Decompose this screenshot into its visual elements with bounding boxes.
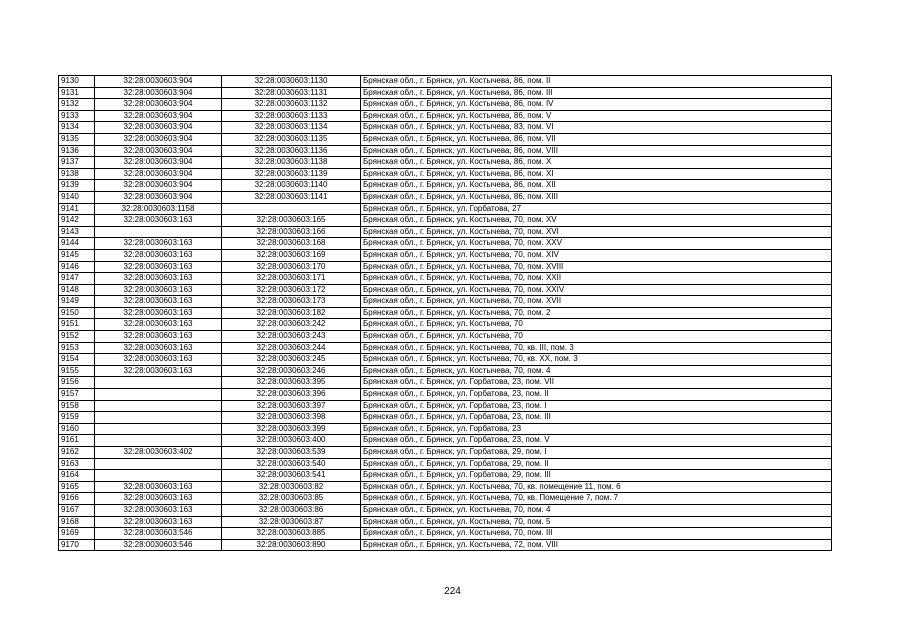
cadastral-number-cell: 32:28:0030603:399 — [222, 423, 361, 435]
parent-cadastral-number-cell: 32:28:0030603:1158 — [95, 203, 222, 215]
address-cell: Брянская обл., г. Брянск, ул. Костычева, 70, пом. XXV — [361, 238, 832, 250]
address-cell: Брянская обл., г. Брянск, ул. Горбатова, 29, пом. II — [361, 458, 832, 470]
cadastral-number-cell: 32:28:0030603:400 — [222, 435, 361, 447]
address-cell: Брянская обл., г. Брянск, ул. Костычева, 86, пом. XI — [361, 168, 832, 180]
row-number-cell: 9134 — [59, 122, 95, 134]
row-number-cell: 9169 — [59, 528, 95, 540]
parent-cadastral-number-cell: 32:28:0030603:904 — [95, 180, 222, 192]
parent-cadastral-number-cell — [95, 458, 222, 470]
address-cell: Брянская обл., г. Брянск, ул. Горбатова, 29, пом. III — [361, 470, 832, 482]
table-row — [59, 470, 832, 482]
parent-cadastral-number-cell: 32:28:0030603:904 — [95, 168, 222, 180]
parent-cadastral-number-cell: 32:28:0030603:163 — [95, 249, 222, 261]
table-row — [59, 516, 832, 528]
parent-cadastral-number-cell — [95, 470, 222, 482]
cadastral-number-cell: 32:28:0030603:539 — [222, 447, 361, 459]
table-row — [59, 458, 832, 470]
parent-cadastral-number-cell: 32:28:0030603:904 — [95, 145, 222, 157]
row-number-cell: 9160 — [59, 423, 95, 435]
row-number-cell: 9156 — [59, 377, 95, 389]
parent-cadastral-number-cell — [95, 377, 222, 389]
table-row — [59, 110, 832, 122]
cadastral-number-cell: 32:28:0030603:166 — [222, 226, 361, 238]
parent-cadastral-number-cell: 32:28:0030603:163 — [95, 319, 222, 331]
table-row — [59, 331, 832, 343]
table-row — [59, 365, 832, 377]
parent-cadastral-number-cell: 32:28:0030603:163 — [95, 284, 222, 296]
parent-cadastral-number-cell: 32:28:0030603:904 — [95, 133, 222, 145]
address-cell: Брянская обл., г. Брянск, ул. Костычева, 70, пом. XVII — [361, 296, 832, 308]
cadastral-number-cell: 32:28:0030603:541 — [222, 470, 361, 482]
table-row — [59, 504, 832, 516]
row-number-cell: 9153 — [59, 342, 95, 354]
table-row — [59, 261, 832, 273]
table-row — [59, 354, 832, 366]
row-number-cell: 9154 — [59, 354, 95, 366]
table-row — [59, 342, 832, 354]
row-number-cell: 9142 — [59, 215, 95, 227]
row-number-cell: 9141 — [59, 203, 95, 215]
table-row — [59, 133, 832, 145]
address-cell: Брянская обл., г. Брянск, ул. Костычева, 70, пом. III — [361, 528, 832, 540]
cadastral-number-cell: 32:28:0030603:85 — [222, 493, 361, 505]
address-cell: Брянская обл., г. Брянск, ул. Костычева, 70, пом. XIV — [361, 249, 832, 261]
cadastral-number-cell — [222, 203, 361, 215]
parent-cadastral-number-cell: 32:28:0030603:546 — [95, 539, 222, 551]
row-number-cell: 9155 — [59, 365, 95, 377]
table-row — [59, 76, 832, 88]
address-cell: Брянская обл., г. Брянск, ул. Горбатова, 23, пом. III — [361, 412, 832, 424]
table-row — [59, 215, 832, 227]
parent-cadastral-number-cell: 32:28:0030603:904 — [95, 157, 222, 169]
row-number-cell: 9168 — [59, 516, 95, 528]
row-number-cell: 9130 — [59, 76, 95, 88]
address-cell: Брянская обл., г. Брянск, ул. Костычева, 70, кв. XX, пом. 3 — [361, 354, 832, 366]
row-number-cell: 9147 — [59, 273, 95, 285]
parent-cadastral-number-cell: 32:28:0030603:904 — [95, 122, 222, 134]
parent-cadastral-number-cell — [95, 423, 222, 435]
table-row — [59, 99, 832, 111]
cadastral-number-cell: 32:28:0030603:182 — [222, 307, 361, 319]
table-row — [59, 168, 832, 180]
row-number-cell: 9136 — [59, 145, 95, 157]
address-cell: Брянская обл., г. Брянск, ул. Костычева, 83, пом. VI — [361, 122, 832, 134]
parent-cadastral-number-cell — [95, 226, 222, 238]
row-number-cell: 9140 — [59, 191, 95, 203]
cadastral-number-cell: 32:28:0030603:170 — [222, 261, 361, 273]
table-row — [59, 528, 832, 540]
table-row — [59, 400, 832, 412]
address-cell: Брянская обл., г. Брянск, ул. Костычева, 86, пом. IV — [361, 99, 832, 111]
row-number-cell: 9163 — [59, 458, 95, 470]
row-number-cell: 9148 — [59, 284, 95, 296]
cadastral-number-cell: 32:28:0030603:1141 — [222, 191, 361, 203]
table-row — [59, 238, 832, 250]
parent-cadastral-number-cell: 32:28:0030603:163 — [95, 365, 222, 377]
row-number-cell: 9144 — [59, 238, 95, 250]
address-cell: Брянская обл., г. Брянск, ул. Горбатова, 23, пом. V — [361, 435, 832, 447]
row-number-cell: 9158 — [59, 400, 95, 412]
table-row — [59, 377, 832, 389]
parent-cadastral-number-cell: 32:28:0030603:904 — [95, 191, 222, 203]
table-row — [59, 87, 832, 99]
row-number-cell: 9133 — [59, 110, 95, 122]
parent-cadastral-number-cell: 32:28:0030603:904 — [95, 99, 222, 111]
cadastral-number-cell: 32:28:0030603:885 — [222, 528, 361, 540]
row-number-cell: 9137 — [59, 157, 95, 169]
cadastral-number-cell: 32:28:0030603:245 — [222, 354, 361, 366]
row-number-cell: 9145 — [59, 249, 95, 261]
address-cell: Брянская обл., г. Брянск, ул. Костычева, 86, пом. V — [361, 110, 832, 122]
cadastral-number-cell: 32:28:0030603:395 — [222, 377, 361, 389]
registry-table — [58, 75, 832, 551]
cadastral-number-cell: 32:28:0030603:1136 — [222, 145, 361, 157]
address-cell: Брянская обл., г. Брянск, ул. Горбатова, 23 — [361, 423, 832, 435]
parent-cadastral-number-cell: 32:28:0030603:163 — [95, 481, 222, 493]
address-cell: Брянская обл., г. Брянск, ул. Горбатова, 23, пом. VII — [361, 377, 832, 389]
table-row — [59, 122, 832, 134]
cadastral-number-cell: 32:28:0030603:244 — [222, 342, 361, 354]
row-number-cell: 9166 — [59, 493, 95, 505]
table-row — [59, 226, 832, 238]
cadastral-number-cell: 32:28:0030603:87 — [222, 516, 361, 528]
table-row — [59, 307, 832, 319]
address-cell: Брянская обл., г. Брянск, ул. Костычева, 70, кв. Помещение 7, пом. 7 — [361, 493, 832, 505]
address-cell: Брянская обл., г. Брянск, ул. Костычева, 70, кв. III, пом. 3 — [361, 342, 832, 354]
address-cell: Брянская обл., г. Брянск, ул. Костычева, 70 — [361, 331, 832, 343]
table-row — [59, 191, 832, 203]
cadastral-number-cell: 32:28:0030603:1133 — [222, 110, 361, 122]
parent-cadastral-number-cell: 32:28:0030603:163 — [95, 493, 222, 505]
row-number-cell: 9162 — [59, 447, 95, 459]
cadastral-number-cell: 32:28:0030603:1135 — [222, 133, 361, 145]
parent-cadastral-number-cell: 32:28:0030603:402 — [95, 447, 222, 459]
cadastral-number-cell: 32:28:0030603:86 — [222, 504, 361, 516]
address-cell: Брянская обл., г. Брянск, ул. Костычева, 86, пом. II — [361, 76, 832, 88]
registry-table-body — [59, 76, 832, 551]
parent-cadastral-number-cell: 32:28:0030603:163 — [95, 307, 222, 319]
address-cell: Брянская обл., г. Брянск, ул. Костычева, 70, пом. XXIV — [361, 284, 832, 296]
row-number-cell: 9131 — [59, 87, 95, 99]
cadastral-number-cell: 32:28:0030603:169 — [222, 249, 361, 261]
cadastral-number-cell: 32:28:0030603:165 — [222, 215, 361, 227]
address-cell: Брянская обл., г. Брянск, ул. Костычева, 86, пом. VII — [361, 133, 832, 145]
cadastral-number-cell: 32:28:0030603:398 — [222, 412, 361, 424]
address-cell: Брянская обл., г. Брянск, ул. Костычева, 86, пом. X — [361, 157, 832, 169]
address-cell: Брянская обл., г. Брянск, ул. Костычева, 70, пом. 5 — [361, 516, 832, 528]
cadastral-number-cell: 32:28:0030603:1132 — [222, 99, 361, 111]
address-cell: Брянская обл., г. Брянск, ул. Костычева, 72, пом. VIII — [361, 539, 832, 551]
address-cell: Брянская обл., г. Брянск, ул. Горбатова, 29, пом. I — [361, 447, 832, 459]
parent-cadastral-number-cell — [95, 389, 222, 401]
table-row — [59, 284, 832, 296]
row-number-cell: 9149 — [59, 296, 95, 308]
row-number-cell: 9132 — [59, 99, 95, 111]
parent-cadastral-number-cell: 32:28:0030603:904 — [95, 87, 222, 99]
cadastral-number-cell: 32:28:0030603:82 — [222, 481, 361, 493]
address-cell: Брянская обл., г. Брянск, ул. Горбатова, 27 — [361, 203, 832, 215]
table-row — [59, 447, 832, 459]
cadastral-number-cell: 32:28:0030603:1139 — [222, 168, 361, 180]
parent-cadastral-number-cell: 32:28:0030603:163 — [95, 504, 222, 516]
address-cell: Брянская обл., г. Брянск, ул. Костычева, 70, пом. 4 — [361, 504, 832, 516]
cadastral-number-cell: 32:28:0030603:242 — [222, 319, 361, 331]
table-row — [59, 423, 832, 435]
table-row — [59, 481, 832, 493]
cadastral-number-cell: 32:28:0030603:396 — [222, 389, 361, 401]
parent-cadastral-number-cell — [95, 435, 222, 447]
cadastral-number-cell: 32:28:0030603:1131 — [222, 87, 361, 99]
cadastral-number-cell: 32:28:0030603:243 — [222, 331, 361, 343]
parent-cadastral-number-cell: 32:28:0030603:163 — [95, 296, 222, 308]
parent-cadastral-number-cell: 32:28:0030603:163 — [95, 261, 222, 273]
table-row — [59, 539, 832, 551]
cadastral-number-cell: 32:28:0030603:1134 — [222, 122, 361, 134]
address-cell: Брянская обл., г. Брянск, ул. Горбатова, 23, пом. II — [361, 389, 832, 401]
parent-cadastral-number-cell: 32:28:0030603:546 — [95, 528, 222, 540]
cadastral-number-cell: 32:28:0030603:397 — [222, 400, 361, 412]
address-cell: Брянская обл., г. Брянск, ул. Костычева, 70, кв. помещение 11, пом. 6 — [361, 481, 832, 493]
row-number-cell: 9170 — [59, 539, 95, 551]
parent-cadastral-number-cell: 32:28:0030603:163 — [95, 516, 222, 528]
parent-cadastral-number-cell: 32:28:0030603:163 — [95, 273, 222, 285]
cadastral-number-cell: 32:28:0030603:173 — [222, 296, 361, 308]
row-number-cell: 9146 — [59, 261, 95, 273]
parent-cadastral-number-cell: 32:28:0030603:163 — [95, 238, 222, 250]
address-cell: Брянская обл., г. Брянск, ул. Костычева, 70, пом. XVI — [361, 226, 832, 238]
parent-cadastral-number-cell: 32:28:0030603:904 — [95, 76, 222, 88]
table-row — [59, 157, 832, 169]
row-number-cell: 9165 — [59, 481, 95, 493]
row-number-cell: 9164 — [59, 470, 95, 482]
cadastral-number-cell: 32:28:0030603:171 — [222, 273, 361, 285]
address-cell: Брянская обл., г. Брянск, ул. Костычева, 70, пом. 4 — [361, 365, 832, 377]
cadastral-number-cell: 32:28:0030603:1130 — [222, 76, 361, 88]
parent-cadastral-number-cell: 32:28:0030603:163 — [95, 342, 222, 354]
parent-cadastral-number-cell — [95, 400, 222, 412]
address-cell: Брянская обл., г. Брянск, ул. Костычева, 70 — [361, 319, 832, 331]
row-number-cell: 9139 — [59, 180, 95, 192]
address-cell: Брянская обл., г. Брянск, ул. Костычева, 86, пом. XII — [361, 180, 832, 192]
address-cell: Брянская обл., г. Брянск, ул. Костычева, 86, пом. XIII — [361, 191, 832, 203]
cadastral-number-cell: 32:28:0030603:246 — [222, 365, 361, 377]
cadastral-number-cell: 32:28:0030603:172 — [222, 284, 361, 296]
address-cell: Брянская обл., г. Брянск, ул. Горбатова, 23, пом. I — [361, 400, 832, 412]
address-cell: Брянская обл., г. Брянск, ул. Костычева, 70, пом. 2 — [361, 307, 832, 319]
row-number-cell: 9152 — [59, 331, 95, 343]
row-number-cell: 9167 — [59, 504, 95, 516]
address-cell: Брянская обл., г. Брянск, ул. Костычева, 70, пом. XXII — [361, 273, 832, 285]
address-cell: Брянская обл., г. Брянск, ул. Костычева, 70, пом. XVIII — [361, 261, 832, 273]
row-number-cell: 9143 — [59, 226, 95, 238]
parent-cadastral-number-cell: 32:28:0030603:163 — [95, 215, 222, 227]
table-row — [59, 203, 832, 215]
parent-cadastral-number-cell: 32:28:0030603:163 — [95, 331, 222, 343]
row-number-cell: 9135 — [59, 133, 95, 145]
row-number-cell: 9150 — [59, 307, 95, 319]
cadastral-number-cell: 32:28:0030603:890 — [222, 539, 361, 551]
table-row — [59, 296, 832, 308]
parent-cadastral-number-cell: 32:28:0030603:904 — [95, 110, 222, 122]
row-number-cell: 9151 — [59, 319, 95, 331]
parent-cadastral-number-cell — [95, 412, 222, 424]
table-row — [59, 435, 832, 447]
address-cell: Брянская обл., г. Брянск, ул. Костычева, 86, пом. VIII — [361, 145, 832, 157]
table-row — [59, 273, 832, 285]
parent-cadastral-number-cell: 32:28:0030603:163 — [95, 354, 222, 366]
table-row — [59, 412, 832, 424]
cadastral-number-cell: 32:28:0030603:1138 — [222, 157, 361, 169]
table-row — [59, 145, 832, 157]
cadastral-number-cell: 32:28:0030603:168 — [222, 238, 361, 250]
address-cell: Брянская обл., г. Брянск, ул. Костычева, 86, пом. III — [361, 87, 832, 99]
table-row — [59, 249, 832, 261]
cadastral-number-cell: 32:28:0030603:540 — [222, 458, 361, 470]
table-row — [59, 493, 832, 505]
row-number-cell: 9138 — [59, 168, 95, 180]
row-number-cell: 9159 — [59, 412, 95, 424]
page-number: 224 — [444, 586, 461, 597]
row-number-cell: 9161 — [59, 435, 95, 447]
table-row — [59, 389, 832, 401]
row-number-cell: 9157 — [59, 389, 95, 401]
cadastral-number-cell: 32:28:0030603:1140 — [222, 180, 361, 192]
table-row — [59, 180, 832, 192]
address-cell: Брянская обл., г. Брянск, ул. Костычева, 70, пом. XV — [361, 215, 832, 227]
table-row — [59, 319, 832, 331]
